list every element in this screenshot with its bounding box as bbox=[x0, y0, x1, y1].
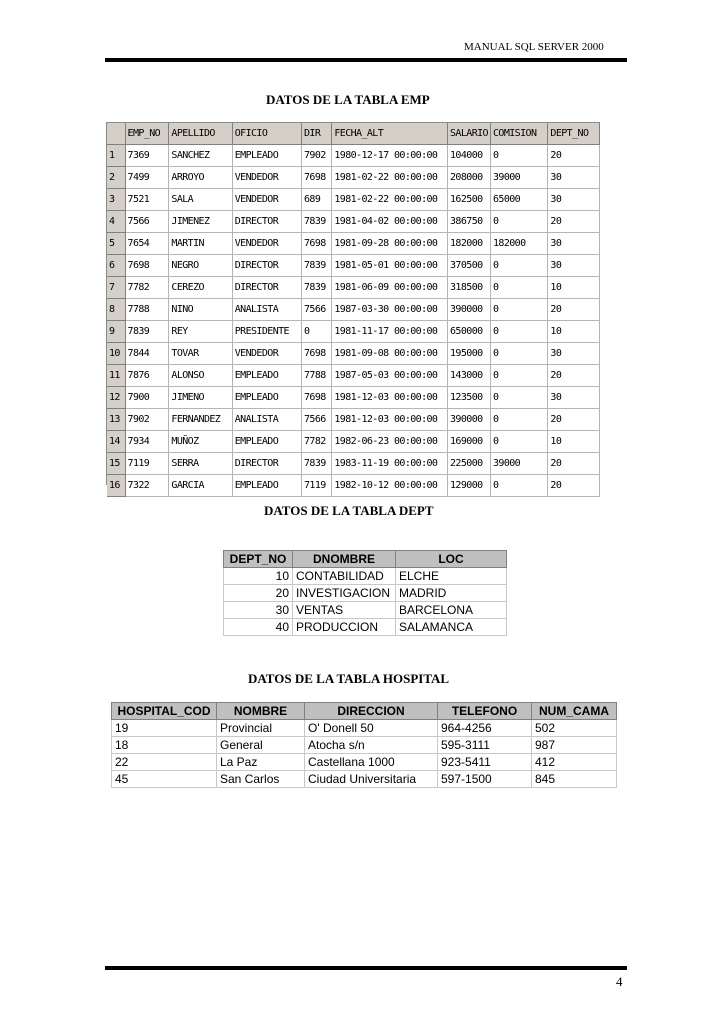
table-cell: VENDEDOR bbox=[232, 167, 301, 189]
table-row bbox=[107, 475, 600, 497]
table-row bbox=[107, 321, 600, 343]
table-cell: 0 bbox=[491, 343, 548, 365]
table-cell: 20 bbox=[548, 365, 600, 387]
table-cell: 1981-12-03 00:00:00 bbox=[332, 409, 448, 431]
table-cell: 595-3111 bbox=[438, 737, 532, 754]
table-cell: 1981-04-02 00:00:00 bbox=[332, 211, 448, 233]
table-cell: 7782 bbox=[125, 277, 169, 299]
emp-column-header: COMISION bbox=[491, 123, 548, 145]
table-cell: 1981-06-09 00:00:00 bbox=[332, 277, 448, 299]
table-cell: 390000 bbox=[448, 299, 491, 321]
table-cell: 195000 bbox=[448, 343, 491, 365]
table-cell: DIRECTOR bbox=[232, 255, 301, 277]
table-cell: 20 bbox=[548, 409, 600, 431]
table-cell: 7900 bbox=[125, 387, 169, 409]
table-cell: 386750 bbox=[448, 211, 491, 233]
table-cell: 7698 bbox=[302, 387, 332, 409]
emp-body bbox=[107, 145, 600, 497]
table-cell: Ciudad Universitaria bbox=[305, 771, 438, 788]
table-cell: BARCELONA bbox=[396, 602, 507, 619]
table-cell: DIRECTOR bbox=[232, 211, 301, 233]
row-number-cell: 6 bbox=[107, 255, 125, 277]
dept-column-header: LOC bbox=[396, 551, 507, 568]
table-cell: 7499 bbox=[125, 167, 169, 189]
table-cell: ANALISTA bbox=[232, 409, 301, 431]
table-cell: 30 bbox=[548, 387, 600, 409]
table-cell: JIMENEZ bbox=[169, 211, 232, 233]
table-cell: ANALISTA bbox=[232, 299, 301, 321]
table-cell: 412 bbox=[532, 754, 617, 771]
hospital-column-header: TELEFONO bbox=[438, 703, 532, 720]
table-cell: 65000 bbox=[491, 189, 548, 211]
table-cell: 7934 bbox=[125, 431, 169, 453]
row-number-cell: 16 bbox=[107, 475, 125, 497]
table-cell: 7844 bbox=[125, 343, 169, 365]
table-cell: REY bbox=[169, 321, 232, 343]
table-cell: 597-1500 bbox=[438, 771, 532, 788]
table-cell: 923-5411 bbox=[438, 754, 532, 771]
table-cell: PRESIDENTE bbox=[232, 321, 301, 343]
table-cell: ARROYO bbox=[169, 167, 232, 189]
table-row bbox=[107, 453, 600, 475]
row-number-cell: 11 bbox=[107, 365, 125, 387]
table-row bbox=[112, 754, 617, 771]
table-row bbox=[112, 771, 617, 788]
table-cell: PRODUCCION bbox=[293, 619, 396, 636]
table-cell: 7119 bbox=[125, 453, 169, 475]
table-cell: 0 bbox=[491, 255, 548, 277]
table-cell: 30 bbox=[548, 343, 600, 365]
emp-title: DATOS DE LA TABLA EMP bbox=[266, 92, 430, 107]
table-cell: 1987-03-30 00:00:00 bbox=[332, 299, 448, 321]
table-cell: 169000 bbox=[448, 431, 491, 453]
table-cell: 30 bbox=[224, 602, 293, 619]
table-cell: EMPLEADO bbox=[232, 387, 301, 409]
row-number-cell: 12 bbox=[107, 387, 125, 409]
emp-column-header: SALARIO bbox=[448, 123, 491, 145]
table-row bbox=[224, 602, 507, 619]
emp-column-header: APELLIDO bbox=[169, 123, 232, 145]
table-cell: 18 bbox=[112, 737, 217, 754]
emp-column-header: DIR bbox=[302, 123, 332, 145]
table-row bbox=[112, 720, 617, 737]
table-cell: 10 bbox=[224, 568, 293, 585]
table-cell: O' Donell 50 bbox=[305, 720, 438, 737]
table-cell: CEREZO bbox=[169, 277, 232, 299]
table-cell: VENDEDOR bbox=[232, 343, 301, 365]
header-rule bbox=[105, 58, 627, 62]
table-cell: 0 bbox=[491, 321, 548, 343]
table-cell: SANCHEZ bbox=[169, 145, 232, 167]
hospital-column-header: NUM_CAMA bbox=[532, 703, 617, 720]
table-cell: 0 bbox=[491, 475, 548, 497]
row-number-cell: 5 bbox=[107, 233, 125, 255]
row-number-cell: 7 bbox=[107, 277, 125, 299]
table-cell: 7698 bbox=[125, 255, 169, 277]
table-cell: VENDEDOR bbox=[232, 233, 301, 255]
table-cell: GARCIA bbox=[169, 475, 232, 497]
table-cell: FERNANDEZ bbox=[169, 409, 232, 431]
table-cell: SALA bbox=[169, 189, 232, 211]
table-cell: ALONSO bbox=[169, 365, 232, 387]
row-number-cell: 4 bbox=[107, 211, 125, 233]
table-cell: 39000 bbox=[491, 167, 548, 189]
row-number-cell: 10 bbox=[107, 343, 125, 365]
table-cell: 7839 bbox=[302, 453, 332, 475]
table-cell: 0 bbox=[491, 387, 548, 409]
table-row bbox=[224, 585, 507, 602]
table-cell: 143000 bbox=[448, 365, 491, 387]
table-cell: 20 bbox=[548, 211, 600, 233]
table-cell: NINO bbox=[169, 299, 232, 321]
table-cell: 7322 bbox=[125, 475, 169, 497]
table-cell: 30 bbox=[548, 167, 600, 189]
table-row bbox=[224, 619, 507, 636]
hospital-column-header: HOSPITAL_COD bbox=[112, 703, 217, 720]
table-cell: 1987-05-03 00:00:00 bbox=[332, 365, 448, 387]
table-cell: 0 bbox=[491, 409, 548, 431]
emp-column-header: DEPT_NO bbox=[548, 123, 600, 145]
table-row bbox=[107, 167, 600, 189]
table-cell: 0 bbox=[491, 211, 548, 233]
table-cell: 390000 bbox=[448, 409, 491, 431]
table-cell: 1981-11-17 00:00:00 bbox=[332, 321, 448, 343]
table-cell: 0 bbox=[491, 277, 548, 299]
table-cell: 1983-11-19 00:00:00 bbox=[332, 453, 448, 475]
table-cell: 20 bbox=[548, 453, 600, 475]
table-row bbox=[107, 255, 600, 277]
table-cell: 182000 bbox=[491, 233, 548, 255]
table-cell: NEGRO bbox=[169, 255, 232, 277]
table-cell: 10 bbox=[548, 431, 600, 453]
table-cell: 40 bbox=[224, 619, 293, 636]
table-cell: EMPLEADO bbox=[232, 145, 301, 167]
page-number: 4 bbox=[616, 974, 623, 989]
table-cell: MADRID bbox=[396, 585, 507, 602]
table-row bbox=[107, 233, 600, 255]
dept-column-header: DNOMBRE bbox=[293, 551, 396, 568]
table-cell: 20 bbox=[224, 585, 293, 602]
table-cell: 20 bbox=[548, 145, 600, 167]
hospital-title: DATOS DE LA TABLA HOSPITAL bbox=[248, 671, 450, 686]
table-cell: 30 bbox=[548, 255, 600, 277]
table-cell: CONTABILIDAD bbox=[293, 568, 396, 585]
hospital-column-header: DIRECCION bbox=[305, 703, 438, 720]
table-cell: SERRA bbox=[169, 453, 232, 475]
table-cell: MUÑOZ bbox=[169, 431, 232, 453]
table-cell: 30 bbox=[548, 189, 600, 211]
row-number-cell: 14 bbox=[107, 431, 125, 453]
emp-grid bbox=[106, 122, 600, 491]
row-number-cell: 3 bbox=[107, 189, 125, 211]
table-cell: SALAMANCA bbox=[396, 619, 507, 636]
table-cell: 7566 bbox=[302, 409, 332, 431]
table-row bbox=[107, 211, 600, 233]
table-cell: 650000 bbox=[448, 321, 491, 343]
table-cell: La Paz bbox=[217, 754, 305, 771]
table-cell: Castellana 1000 bbox=[305, 754, 438, 771]
table-cell: 7566 bbox=[302, 299, 332, 321]
dept-title: DATOS DE LA TABLA DEPT bbox=[264, 503, 434, 518]
table-cell: 7839 bbox=[302, 255, 332, 277]
table-cell: 7782 bbox=[302, 431, 332, 453]
table-cell: 7566 bbox=[125, 211, 169, 233]
table-row bbox=[107, 387, 600, 409]
table-cell: 370500 bbox=[448, 255, 491, 277]
table-cell: 1981-02-22 00:00:00 bbox=[332, 189, 448, 211]
table-cell: 1980-12-17 00:00:00 bbox=[332, 145, 448, 167]
table-cell: 7369 bbox=[125, 145, 169, 167]
dept-table bbox=[223, 550, 507, 636]
table-cell: 0 bbox=[491, 365, 548, 387]
table-cell: 964-4256 bbox=[438, 720, 532, 737]
table-cell: 20 bbox=[548, 299, 600, 321]
table-cell: 22 bbox=[112, 754, 217, 771]
table-cell: DIRECTOR bbox=[232, 453, 301, 475]
emp-column-header: EMP_NO bbox=[125, 123, 169, 145]
table-cell: 0 bbox=[302, 321, 332, 343]
table-cell: 7788 bbox=[302, 365, 332, 387]
table-cell: 1981-09-08 00:00:00 bbox=[332, 343, 448, 365]
table-cell: 7839 bbox=[302, 211, 332, 233]
table-cell: 0 bbox=[491, 145, 548, 167]
table-cell: General bbox=[217, 737, 305, 754]
table-cell: 689 bbox=[302, 189, 332, 211]
table-cell: 39000 bbox=[491, 453, 548, 475]
table-cell: 45 bbox=[112, 771, 217, 788]
table-cell: 19 bbox=[112, 720, 217, 737]
table-cell: Provincial bbox=[217, 720, 305, 737]
emp-column-header: FECHA_ALT bbox=[332, 123, 448, 145]
table-row bbox=[224, 568, 507, 585]
table-cell: 7902 bbox=[302, 145, 332, 167]
table-cell: 7839 bbox=[302, 277, 332, 299]
emp-header bbox=[107, 123, 600, 145]
row-number-cell: 2 bbox=[107, 167, 125, 189]
header-title: MANUAL SQL SERVER 2000 bbox=[464, 41, 604, 53]
table-cell: 0 bbox=[491, 299, 548, 321]
table-row bbox=[107, 299, 600, 321]
table-cell: 162500 bbox=[448, 189, 491, 211]
hospital-table bbox=[111, 702, 617, 788]
table-cell: 7788 bbox=[125, 299, 169, 321]
emp-table bbox=[107, 123, 600, 497]
table-cell: 1981-12-03 00:00:00 bbox=[332, 387, 448, 409]
table-cell: 1981-05-01 00:00:00 bbox=[332, 255, 448, 277]
dept-column-header: DEPT_NO bbox=[224, 551, 293, 568]
table-cell: MARTIN bbox=[169, 233, 232, 255]
table-row bbox=[107, 189, 600, 211]
hospital-column-header: NOMBRE bbox=[217, 703, 305, 720]
table-row bbox=[107, 409, 600, 431]
table-cell: Atocha s/n bbox=[305, 737, 438, 754]
table-cell: 7698 bbox=[302, 167, 332, 189]
table-cell: 0 bbox=[491, 431, 548, 453]
table-row bbox=[107, 277, 600, 299]
table-cell: 1981-09-28 00:00:00 bbox=[332, 233, 448, 255]
table-cell: 7839 bbox=[125, 321, 169, 343]
row-number-cell: 9 bbox=[107, 321, 125, 343]
table-cell: JIMENO bbox=[169, 387, 232, 409]
row-number-cell: 8 bbox=[107, 299, 125, 321]
table-cell: VENTAS bbox=[293, 602, 396, 619]
table-cell: 208000 bbox=[448, 167, 491, 189]
table-cell: 104000 bbox=[448, 145, 491, 167]
table-cell: 7698 bbox=[302, 343, 332, 365]
table-cell: 7654 bbox=[125, 233, 169, 255]
table-row bbox=[107, 145, 600, 167]
table-cell: EMPLEADO bbox=[232, 431, 301, 453]
table-cell: VENDEDOR bbox=[232, 189, 301, 211]
table-row bbox=[107, 431, 600, 453]
emp-column-header: OFICIO bbox=[232, 123, 301, 145]
table-cell: 123500 bbox=[448, 387, 491, 409]
table-row bbox=[112, 737, 617, 754]
table-cell: 7119 bbox=[302, 475, 332, 497]
table-cell: 7902 bbox=[125, 409, 169, 431]
table-cell: 129000 bbox=[448, 475, 491, 497]
table-cell: 7876 bbox=[125, 365, 169, 387]
table-cell: 987 bbox=[532, 737, 617, 754]
table-cell: 10 bbox=[548, 277, 600, 299]
row-number-cell: 13 bbox=[107, 409, 125, 431]
table-cell: 502 bbox=[532, 720, 617, 737]
table-cell: 7521 bbox=[125, 189, 169, 211]
footer-rule bbox=[105, 966, 627, 970]
table-cell: INVESTIGACION bbox=[293, 585, 396, 602]
table-cell: 182000 bbox=[448, 233, 491, 255]
row-number-cell: 15 bbox=[107, 453, 125, 475]
table-cell: EMPLEADO bbox=[232, 475, 301, 497]
table-cell: TOVAR bbox=[169, 343, 232, 365]
table-cell: 1982-06-23 00:00:00 bbox=[332, 431, 448, 453]
emp-corner-cell bbox=[107, 123, 125, 145]
table-cell: 10 bbox=[548, 321, 600, 343]
table-row bbox=[107, 365, 600, 387]
row-number-cell: 1 bbox=[107, 145, 125, 167]
table-cell: 1981-02-22 00:00:00 bbox=[332, 167, 448, 189]
table-cell: ELCHE bbox=[396, 568, 507, 585]
table-cell: 845 bbox=[532, 771, 617, 788]
table-cell: San Carlos bbox=[217, 771, 305, 788]
table-cell: 1982-10-12 00:00:00 bbox=[332, 475, 448, 497]
table-cell: 7698 bbox=[302, 233, 332, 255]
table-cell: DIRECTOR bbox=[232, 277, 301, 299]
table-cell: 30 bbox=[548, 233, 600, 255]
table-cell: 225000 bbox=[448, 453, 491, 475]
table-cell: 20 bbox=[548, 475, 600, 497]
table-cell: 318500 bbox=[448, 277, 491, 299]
table-cell: EMPLEADO bbox=[232, 365, 301, 387]
table-row bbox=[107, 343, 600, 365]
